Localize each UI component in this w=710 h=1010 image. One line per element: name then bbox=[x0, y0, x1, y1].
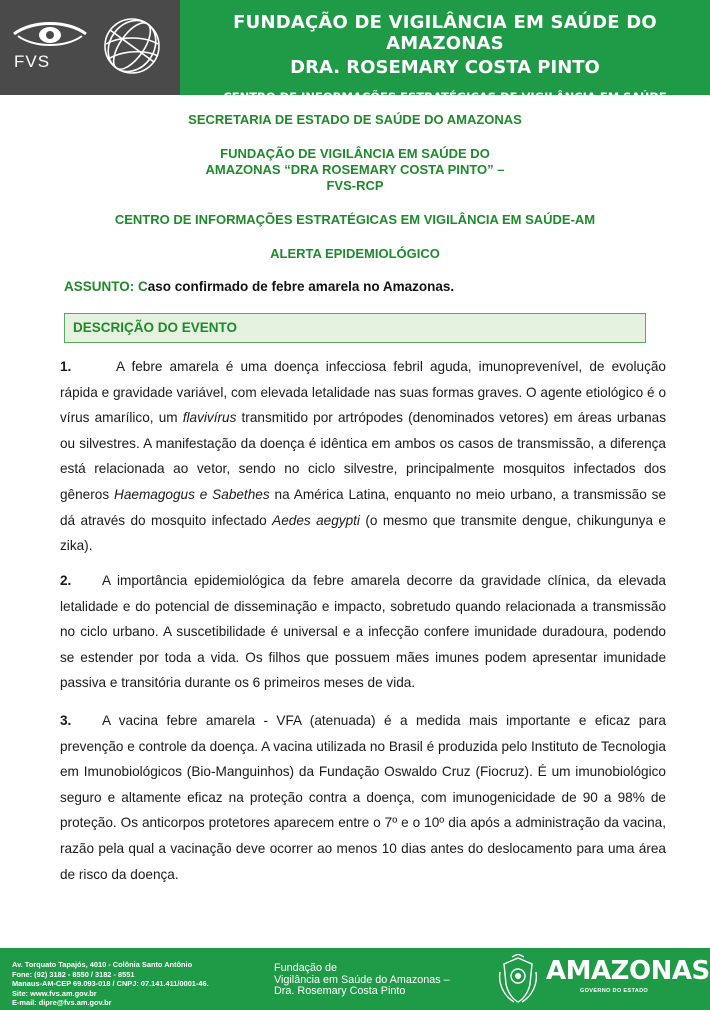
header-title-band bbox=[180, 0, 710, 104]
address-line: Av. Torquato Tapajós, 4010 - Colônia Santo Antônio bbox=[12, 960, 193, 969]
state-government-label: GOVERNO DO ESTADO bbox=[580, 988, 649, 994]
subject-line bbox=[64, 279, 454, 294]
paragraph-text: (o mesmo que transmite dengue, chikungunya e zika). bbox=[60, 512, 666, 554]
centro-title: CENTRO DE INFORMAÇÕES ESTRATÉGICAS EM VIGILÂNCIA EM SAÚDE-AM bbox=[114, 212, 596, 227]
paragraph-italic-term: Aedes aegypti bbox=[272, 512, 360, 528]
secretaria-title: SECRETARIA DE ESTADO DE SAÚDE DO AMAZONAS bbox=[188, 112, 522, 127]
fundacao-title-line3: FVS-RCP bbox=[326, 178, 384, 193]
subject-label: ASSUNTO: C bbox=[64, 279, 148, 294]
footer-address bbox=[12, 960, 209, 1008]
paragraph-italic-term: flavivírus bbox=[182, 410, 237, 426]
eye-logo-icon bbox=[12, 22, 88, 50]
coat-of-arms-icon bbox=[496, 954, 540, 1006]
paragraph-number: 2. bbox=[60, 573, 72, 588]
cep-line: Manaus-AM-CEP 69.093-018 / CNPJ: 07.141.411/0001-46. bbox=[12, 979, 209, 989]
org-line1: Fundação de bbox=[274, 962, 338, 974]
header-title-line1: FUNDAÇÃO DE VIGILÂNCIA EM SAÚDE DO AMAZONAS bbox=[233, 12, 657, 54]
section-heading-box bbox=[64, 313, 646, 343]
paragraph-number: 1. bbox=[60, 359, 72, 374]
section-title: DESCRIÇÃO DO EVENTO bbox=[73, 320, 238, 335]
site-line: Site: www.fvs.am.gov.br bbox=[12, 988, 97, 998]
paragraph-text: A vacina febre amarela - VFA (atenuada) é a medida mais importante e eficaz para prevenção e controle da doença. A vacina utilizada no Brasil é produzida pelo Instituto de Tecnologia em Imunobiológicos (Bio-Manguinhos) da Fundação Oswaldo Cruz (Fiocruz). É um imunobiológico seguro e altamente eficaz na proteção contra a doença, com imunogenicidade de 90 a 98% de proteção. Os anticorpos protetores aparecem entre o 7º e o 10º dia após a administração da vacina, razão pela qual a vacinação deve ocorrer ao menos 10 dias antes do deslocamento para uma área de risco da doença. bbox=[60, 713, 666, 882]
paragraph-italic-term: Haemagogus e Sabethes bbox=[114, 486, 270, 502]
phone-line: Fone: (92) 3182 - 8550 / 3182 - 8551 bbox=[12, 969, 135, 979]
org-line2: Vigilância em Saúde do Amazonas – bbox=[274, 973, 450, 986]
alerta-title: ALERTA EPIDEMIOLÓGICO bbox=[270, 246, 440, 261]
globe-logo-icon bbox=[100, 14, 164, 78]
page-header bbox=[0, 0, 710, 104]
paragraph-text: transmitido por artrópodes (denominados vetores) em áreas urbanas ou silvestres. A manifestação da doença é idêntica em ambos os casos de transmissão, a diferença está relacionada ao vetor, sendo no ciclo silvestre, principalmente mosquitos infectados dos gêneros bbox=[60, 410, 666, 502]
paragraph-text: A importância epidemiológica da febre amarela decorre da gravidade clínica, da elevada letalidade e do potencial de disseminação e impacto, sobretudo quando relacionada a transmissão no ciclo urbano. A suscetibilidade é universal e a infecção confere imunidade duradoura, podendo se estender por toda a vida. Os filhos que possuem mães imunes podem apresentar imunidade passiva e transitória durante os 6 primeiros meses de vida. bbox=[60, 573, 666, 691]
state-name: AMAZONAS bbox=[546, 956, 710, 986]
footer-org bbox=[274, 963, 450, 998]
paragraph-2 bbox=[60, 568, 666, 696]
page-footer bbox=[0, 948, 710, 1010]
org-line3: Dra. Rosemary Costa Pinto bbox=[274, 985, 406, 998]
fundacao-title-line1: FUNDAÇÃO DE VIGILÂNCIA EM SAÚDE DO bbox=[220, 146, 490, 161]
fundacao-title-line2: AMAZONAS “DRA ROSEMARY COSTA PINTO” – bbox=[205, 162, 505, 177]
paragraph-3 bbox=[60, 708, 666, 887]
fvs-logo-text: FVS bbox=[14, 52, 51, 71]
email-line: E-mail: dipre@fvs.am.gov.br bbox=[12, 998, 112, 1008]
header-subtitle: CENTRO DE INFORMAÇÕES ESTRATÉGICAS DE VIGILÂNCIA EM SAÚDE bbox=[223, 90, 667, 104]
header-logo-panel bbox=[0, 0, 180, 95]
subject-text: aso confirmado de febre amarela no Amazonas. bbox=[147, 279, 455, 294]
paragraph-text: A febre amarela é uma doença infecciosa febril aguda, imunoprevenível, de evolução rápida e gravidade variável, com elevada letalidade nas suas formas graves. O agente etiológico é o vírus amarílico, um bbox=[60, 359, 666, 426]
paragraph-text: na América Latina, enquanto no meio urbano, a transmissão se dá através do mosquito infectado bbox=[60, 486, 667, 528]
paragraph-number: 3. bbox=[60, 713, 72, 728]
paragraph-1 bbox=[60, 354, 666, 559]
header-title-line2: DRA. ROSEMARY COSTA PINTO bbox=[290, 57, 600, 78]
